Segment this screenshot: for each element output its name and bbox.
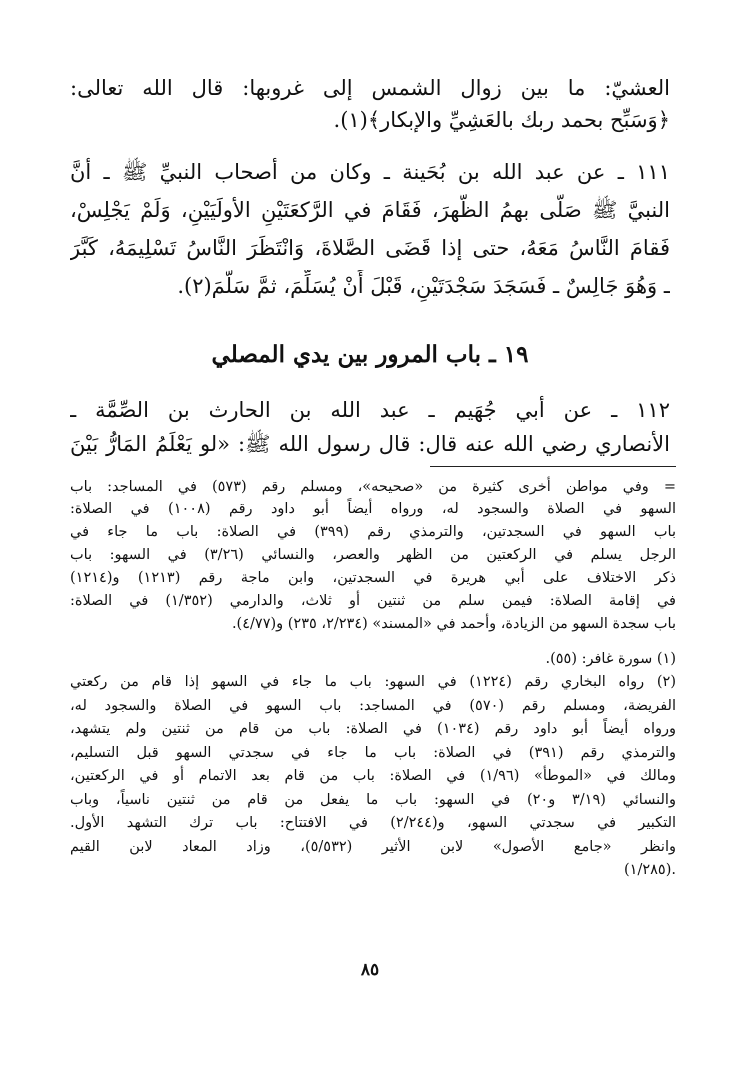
body-line: الأنصاري رضي الله عنه قال: قال رسول الله ﷺ: «لو يَعْلَمُ المَارُّ بَيْنَ	[70, 432, 670, 456]
footnote-line: الرجل يسلم في الركعتين من الظهر والعصر، والنسائي (٣/٢٦) في السهو: باب	[70, 547, 676, 563]
section-heading: ١٩ ـ باب المرور بين يدي المصلي	[211, 341, 529, 368]
footnote-line: والنسائي (٣/١٩ و٢٠) في السهو: باب ما يفعل من قام من ثنتين ناسياً، وباب	[70, 792, 676, 808]
page-number: ٨٥	[360, 960, 380, 980]
footnote-line: ورواه أيضاً أبو داود رقم (١٠٣٤) في الصلاة: باب من قام من ثنتين ولم يتشهد،	[70, 721, 676, 737]
footnote-line: الفريضة، ومسلم رقم (٥٧٠) في المساجد: باب السهو في الصلاة والسجود له،	[70, 698, 676, 714]
footnote-line: باب السهو في السجدتين، والترمذي رقم (٣٩٩) في الصلاة: باب ما جاء في	[70, 524, 676, 540]
body-line: ١١٢ ـ عن أبي جُهَيم ـ عبد الله بن الحارث بن الصِّمَّة ـ	[70, 398, 670, 422]
body-line: فَقامَ النَّاسُ مَعَهُ، حتى إذا قَضَى الصَّلاةَ، وَانْتَظَرَ النَّاسُ تَسْلِيمَهُ، كَبَّرَ	[70, 236, 670, 260]
footnote-line: = وفي مواطن أخرى كثيرة من «صحيحه»، ومسلم رقم (٥٧٣) في المساجد: باب	[70, 479, 676, 495]
footnote-line: ومالك في «الموطأ» (١/٩٦) في الصلاة: باب من قام بعد الاتمام أو في الركعتين،	[70, 768, 676, 784]
footnote-line: والترمذي رقم (٣٩١) في الصلاة: باب ما جاء في سجدتي السهو قبل التسليم،	[70, 745, 676, 761]
footnote-line: وانظر «جامع الأصول» لابن الأثير (٥/٥٣٢)، وزاد المعاد لابن القيم	[70, 839, 676, 855]
footnote-line: ذكر الاختلاف على أبي هريرة في السجدتين، وابن ماجة رقم (١٢١٣) و(١٢١٤)	[70, 570, 676, 586]
footnote-line: (٢) رواه البخاري رقم (١٢٢٤) في السهو: باب ما جاء في السهو إذا قام من ركعتي	[70, 674, 676, 690]
body-line: ١١١ ـ عن عبد الله بن بُحَينة ـ وكان من أصحاب النبيِّ ﷺ ـ أنَّ	[70, 160, 670, 184]
body-line: ﴿وَسَبِّح بحمد ربك بالعَشِيِّ والإبكار﴾(١).	[333, 108, 670, 132]
footnote-separator	[430, 466, 676, 467]
footnote-line: (١/٢٨٥).	[624, 862, 676, 878]
footnote-line: السهو في الصلاة والسجود له، ورواه أيضاً أبو داود رقم (١٠٠٨) في الصلاة:	[70, 501, 676, 517]
body-line: ـ وَهُوَ جَالِسٌ ـ فَسَجَدَ سَجْدَتَيْنِ، قَبْلَ أَنْ يُسَلِّمَ، ثمَّ سَلَّمَ(٢).	[177, 274, 670, 298]
footnote-line: باب سجدة السهو من الزيادة، وأحمد في «المسند» (٢/٢٣٤، ٢٣٥) و(٤/٧٧).	[231, 616, 676, 632]
body-line: النبيَّ ﷺ صَلَّى بهمُ الظُّهرَ، فَقَامَ في الرَّكعَتَيْنِ الأولَيَيْنِ، وَلَمْ يَجْلِسْ،	[70, 198, 670, 222]
footnote-line: في إقامة الصلاة: فيمن سلم من ثنتين أو ثلاث، والدارمي (١/٣٥٢) في الصلاة:	[70, 593, 676, 609]
footnote-1: (١) سورة غافر: (٥٥).	[545, 651, 676, 667]
footnote-line: التكبير في سجدتي السهو، و(٢/٢٤٤) في الافتتاح: باب ترك التشهد الأول.	[70, 815, 676, 831]
body-line: العشيّ: ما بين زوال الشمس إلى غروبها: قال الله تعالى:	[70, 76, 670, 100]
